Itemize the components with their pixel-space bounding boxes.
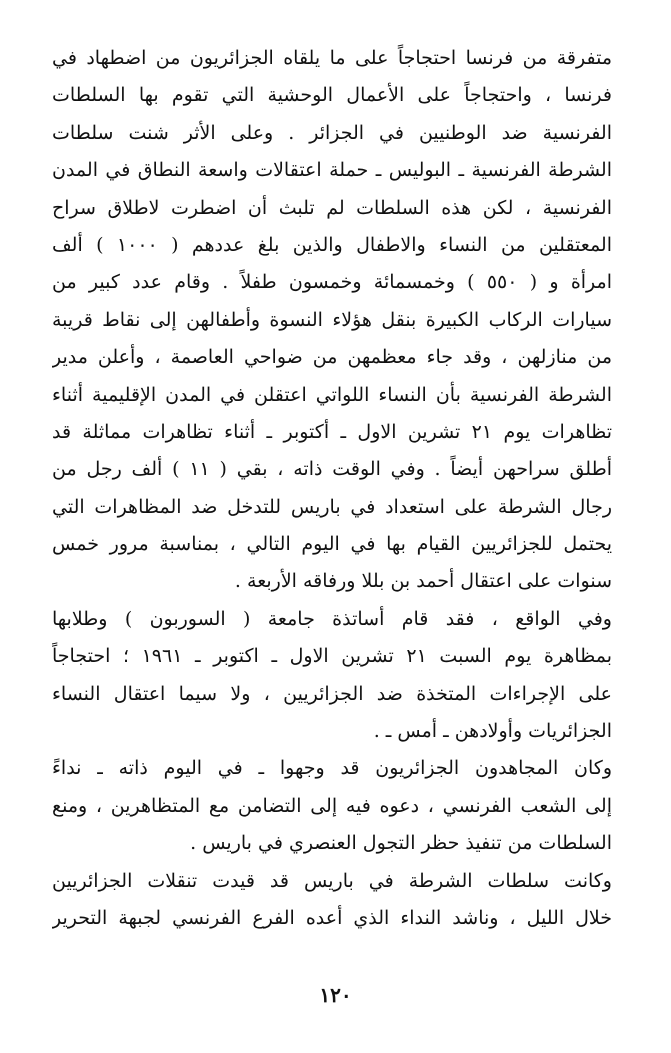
- text-line: خلال الليل ، وناشد النداء الذي أعده الفرع الفرنسي لجبهة التحرير: [52, 906, 612, 929]
- text-line: سيارات الركاب الكبيرة بنقل هؤلاء النسوة وأطفالهن إلى نقاط قريبة: [52, 308, 612, 331]
- text-line: متفرقة من فرنسا احتجاجاً على ما يلقاه الجزائريون من اضطهاد في: [52, 47, 612, 69]
- text-line: الفرنسية ، لكن هذه السلطات لم تلبث أن اضطرت لاطلاق سراح: [52, 196, 612, 219]
- text-line: الشرطة الفرنسية ـ البوليس ـ حملة اعتقالات واسعة النطاق في المدن: [52, 159, 612, 182]
- text-line: بمظاهرة يوم السبت ٢١ تشرين الاول ـ اكتوبر ـ ١٩٦١ ؛ احتجاجاً: [52, 645, 612, 668]
- text-line: الفرنسية ضد الوطنيين في الجزائر . وعلى الأثر شنت سلطات: [52, 121, 612, 144]
- page-number: ١٢٠: [319, 983, 352, 1007]
- text-line: سنوات على اعتقال أحمد بن بللا ورفاقه الأربعة .: [234, 570, 612, 593]
- text-line: امرأة و ( ٥٥٠ ) وخمسمائة وخمسون طفلاً . وقام عدد كبير من: [52, 271, 612, 294]
- text-line: الشرطة الفرنسية بأن النساء اللواتي اعتقلن في المدن الإقليمية أثناء: [52, 383, 612, 406]
- text-line: تظاهرات يوم ٢١ تشرين الاول ـ أكتوبر ـ أثناء تظاهرات مماثلة قد: [52, 420, 612, 443]
- text-line: المعتقلين من النساء والاطفال والذين بلغ عددهم ( ١٠٠٠ ) ألف: [52, 233, 612, 256]
- text-line: وكان المجاهدون الجزائريون قد وجهوا ـ في اليوم ذاته ـ نداءً: [52, 757, 612, 780]
- text-line: الجزائريات وأولادهن ـ أمس ـ .: [373, 720, 612, 743]
- text-line: فرنسا ، واحتجاجاً على الأعمال الوحشية التي تقوم بها السلطات: [52, 84, 612, 107]
- text-line: السلطات من تنفيذ حظر التجول العنصري في باريس .: [190, 832, 612, 855]
- text-line: وفي الواقع ، فقد قام أساتذة جامعة ( السوربون ) وطلابها: [52, 607, 612, 630]
- text-line: على الإجراءات المتخذة ضد الجزائريين ، ولا سيما اعتقال النساء: [52, 682, 612, 705]
- text-line: إلى الشعب الفرنسي ، دعوه فيه إلى التضامن مع المتظاهرين ، ومنع: [52, 794, 612, 817]
- text-line: أطلق سراحهن أيضاً . وفي الوقت ذاته ، بقي ( ١١ ) ألف رجل من: [52, 458, 612, 481]
- text-line: وكانت سلطات الشرطة في باريس قد قيدت تنقلات الجزائريين: [52, 869, 612, 892]
- text-line: من منازلهن ، وقد جاء معظمهن من ضواحي العاصمة ، وأعلن مدير: [52, 346, 612, 369]
- text-line: رجال الشرطة على استعداد في باريس للتدخل ضد المظاهرات التي: [52, 495, 612, 518]
- text-line: يحتمل للجزائريين القيام بها في اليوم التالي ، بمناسبة مرور خمس: [52, 533, 612, 556]
- body-text: [52, 40, 612, 937]
